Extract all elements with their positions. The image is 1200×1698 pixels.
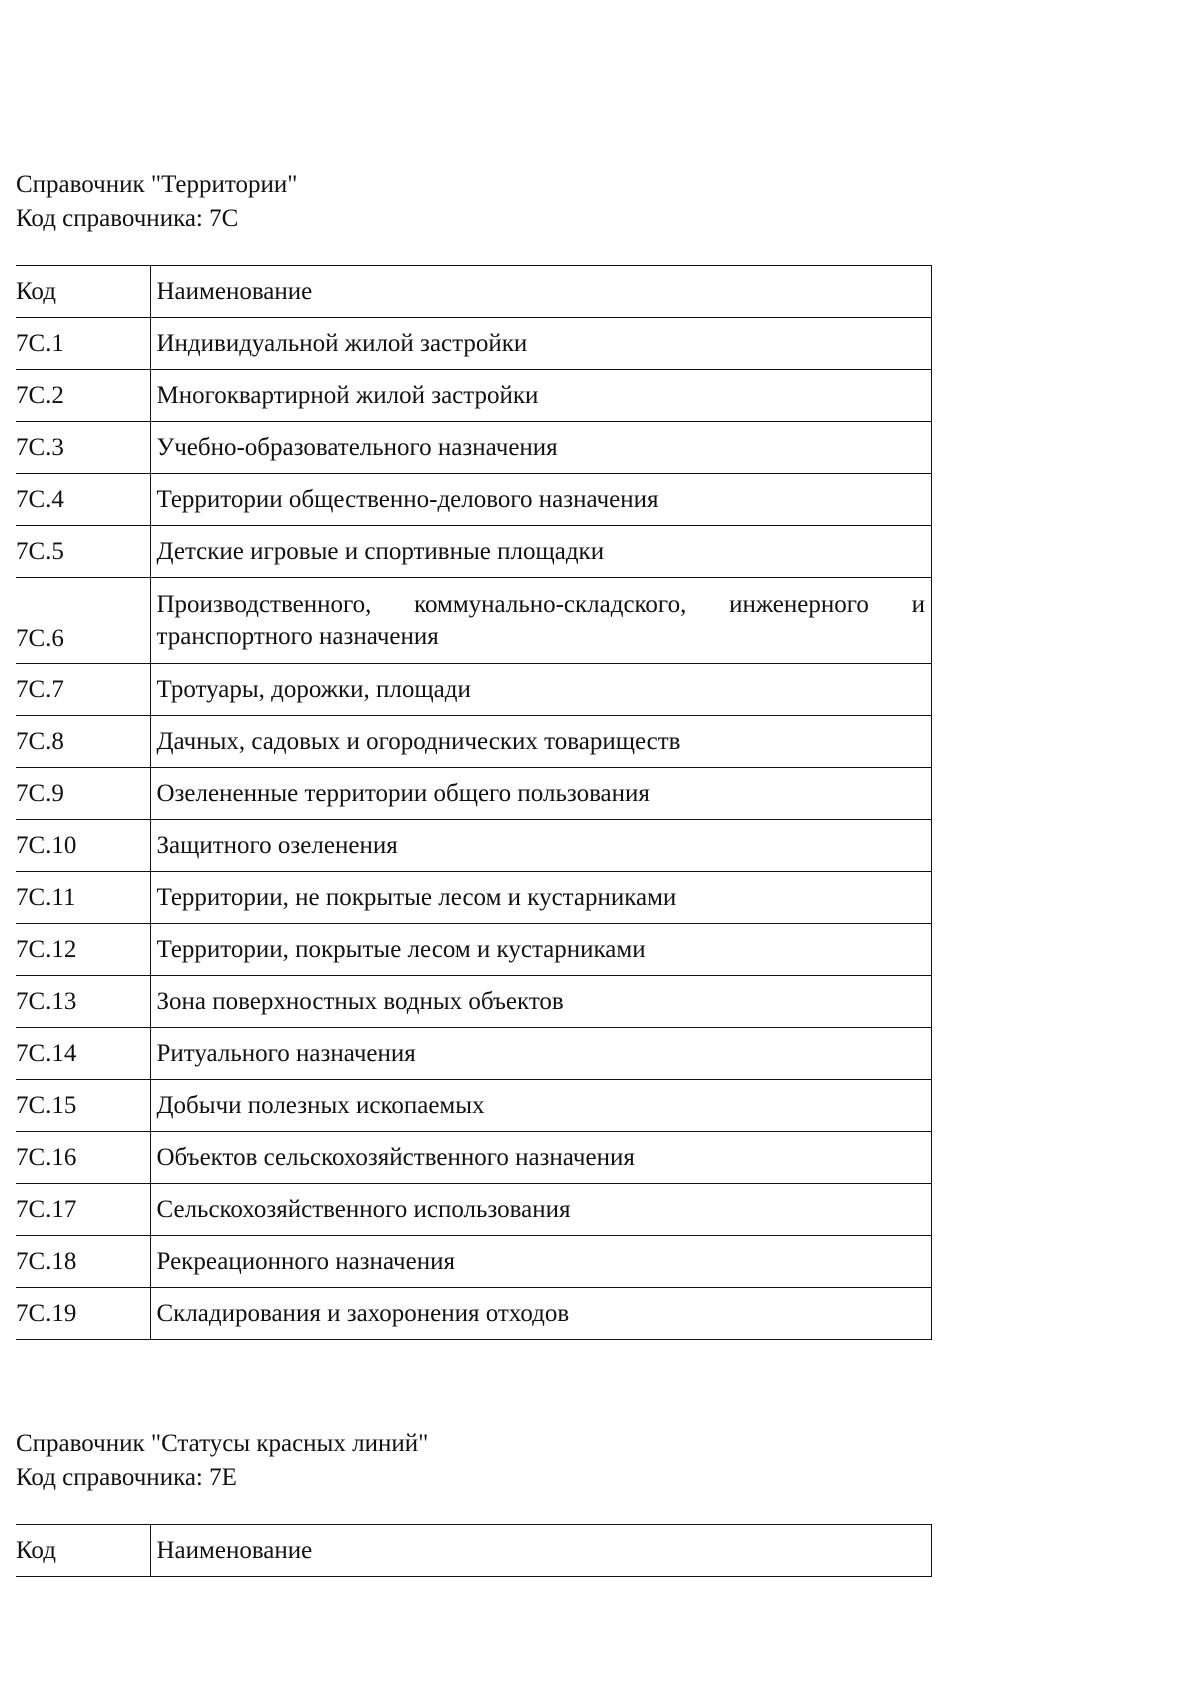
row-name: Индивидуальной жилой застройки: [150, 318, 932, 370]
row-name: Сельскохозяйственного использования: [150, 1184, 932, 1236]
row-name: Объектов сельскохозяйственного назначения: [150, 1132, 932, 1184]
row-name: Территории, не покрытые лесом и кустарниками: [150, 872, 932, 924]
row-code: 7С.8: [16, 716, 150, 768]
row-name: Учебно-образовательного назначения: [150, 422, 932, 474]
row-code: 7С.7: [16, 664, 150, 716]
table-row: [16, 976, 932, 1028]
table-row: [16, 820, 932, 872]
row-code: 7С.13: [16, 976, 150, 1028]
row-code: 7С.12: [16, 924, 150, 976]
table-header-row: [16, 266, 932, 318]
row-code: 7С.2: [16, 370, 150, 422]
territories-title: Справочник "Территории": [16, 171, 298, 198]
territories-table: [16, 265, 932, 1340]
table-row: [16, 872, 932, 924]
row-code: 7С.3: [16, 422, 150, 474]
row-code: 7С.1: [16, 318, 150, 370]
table-row: [16, 1288, 932, 1340]
row-name: Озелененные территории общего пользования: [150, 768, 932, 820]
table-row: [16, 716, 932, 768]
row-name: Многоквартирной жилой застройки: [150, 370, 932, 422]
red-lines-table: [16, 1524, 932, 1577]
table-row: [16, 1080, 932, 1132]
row-code: 7С.10: [16, 820, 150, 872]
table-row: [16, 318, 932, 370]
header-code: Код: [16, 266, 150, 318]
red-lines-title: Справочник "Статусы красных линий": [16, 1430, 429, 1457]
table-row: [16, 422, 932, 474]
table-row: [16, 1132, 932, 1184]
header-code: Код: [16, 1525, 150, 1577]
territories-heading: [16, 168, 297, 236]
table-row: [16, 768, 932, 820]
row-name: Защитного озеленения: [150, 820, 932, 872]
red-lines-heading: [16, 1427, 428, 1495]
red-lines-code-line: Код справочника: 7Е: [16, 1464, 237, 1491]
table-row: [16, 1184, 932, 1236]
header-name: Наименование: [150, 266, 932, 318]
row-code: 7С.19: [16, 1288, 150, 1340]
row-name: Территории, покрытые лесом и кустарниками: [150, 924, 932, 976]
row-code: 7С.4: [16, 474, 150, 526]
row-name: Дачных, садовых и огороднических товариществ: [150, 716, 932, 768]
table-row: [16, 1028, 932, 1080]
table-row: [16, 1236, 932, 1288]
row-code: 7С.6: [16, 578, 150, 664]
row-code: 7С.15: [16, 1080, 150, 1132]
territories-code-line: Код справочника: 7С: [16, 205, 239, 232]
row-name: Производственного, коммунально-складского, инженерного и транспортного назначения: [150, 578, 932, 664]
row-name: Ритуального назначения: [150, 1028, 932, 1080]
row-name: Добычи полезных ископаемых: [150, 1080, 932, 1132]
row-code: 7С.14: [16, 1028, 150, 1080]
table-row: [16, 578, 932, 664]
table-header-row: [16, 1525, 932, 1577]
table-row: [16, 370, 932, 422]
row-code: 7С.9: [16, 768, 150, 820]
table-row: [16, 526, 932, 578]
table-row: [16, 664, 932, 716]
row-code: 7С.17: [16, 1184, 150, 1236]
row-code: 7С.5: [16, 526, 150, 578]
row-code: 7С.11: [16, 872, 150, 924]
row-name: Складирования и захоронения отходов: [150, 1288, 932, 1340]
row-code: 7С.16: [16, 1132, 150, 1184]
table-row: [16, 924, 932, 976]
row-name: Детские игровые и спортивные площадки: [150, 526, 932, 578]
header-name: Наименование: [150, 1525, 932, 1577]
table-row: [16, 474, 932, 526]
row-name: Территории общественно-делового назначения: [150, 474, 932, 526]
row-name: Рекреационного назначения: [150, 1236, 932, 1288]
row-name: Тротуары, дорожки, площади: [150, 664, 932, 716]
row-name: Зона поверхностных водных объектов: [150, 976, 932, 1028]
row-code: 7С.18: [16, 1236, 150, 1288]
